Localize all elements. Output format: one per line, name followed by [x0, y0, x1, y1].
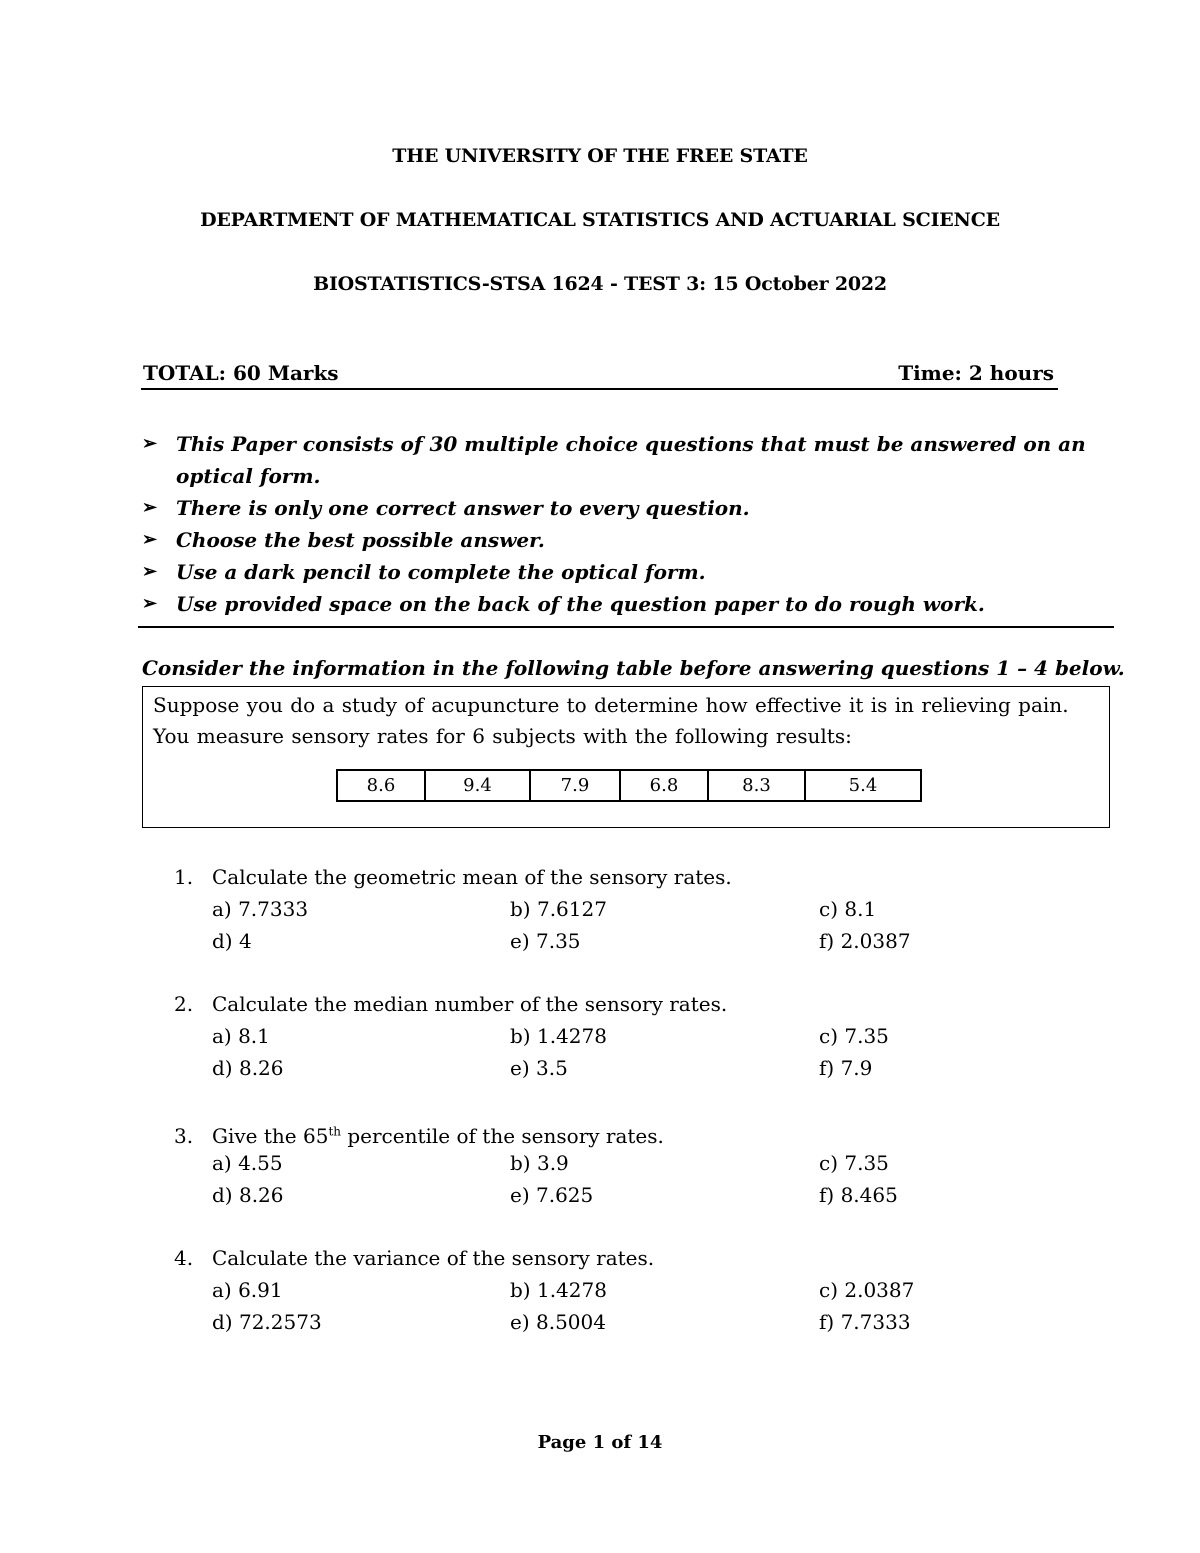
rate-cell: 9.4 [425, 770, 530, 801]
question-number: 2. [174, 992, 194, 1016]
options-grid [212, 1020, 1074, 1084]
instruction-item: ➢ Choose the best possible answer. [138, 524, 1114, 556]
consider-note: Consider the information in the following table before answering questions 1 – 4 below. [142, 656, 1125, 680]
option-a: a) 4.55 [212, 1151, 283, 1175]
info-box [142, 686, 1110, 828]
option-c: c) 2.0387 [819, 1278, 915, 1302]
arrow-bullet-icon: ➢ [142, 529, 158, 550]
option-e: e) 7.625 [510, 1183, 594, 1207]
arrow-bullet-icon: ➢ [142, 593, 158, 614]
options-grid [212, 1274, 1074, 1338]
question-3 [174, 1116, 1074, 1211]
rates-table [336, 769, 922, 802]
option-c: c) 7.35 [819, 1151, 889, 1175]
option-b: b) 1.4278 [510, 1278, 607, 1302]
total-marks: TOTAL: 60 Marks [143, 361, 339, 385]
rate-cell: 5.4 [805, 770, 921, 801]
option-b: b) 3.9 [510, 1151, 569, 1175]
question-number: 4. [174, 1246, 194, 1270]
instructions-list [138, 428, 1114, 628]
rate-cell: 7.9 [530, 770, 620, 801]
option-f: f) 8.465 [819, 1183, 898, 1207]
option-d: d) 8.26 [212, 1056, 284, 1080]
option-d: d) 72.2573 [212, 1310, 322, 1334]
question-stem [174, 862, 1074, 893]
question-text: Give the 65th percentile of the sensory rates. [212, 1123, 664, 1148]
question-stem [174, 989, 1074, 1020]
option-d: d) 4 [212, 929, 252, 953]
instruction-item: ➢ Use provided space on the back of the question paper to do rough work. [138, 588, 1114, 620]
option-b: b) 7.6127 [510, 897, 607, 921]
option-e: e) 7.35 [510, 929, 581, 953]
arrow-bullet-icon: ➢ [142, 497, 158, 518]
question-1 [174, 862, 1074, 957]
option-a: a) 7.7333 [212, 897, 309, 921]
option-f: f) 2.0387 [819, 929, 911, 953]
option-a: a) 8.1 [212, 1024, 270, 1048]
option-d: d) 8.26 [212, 1183, 284, 1207]
instruction-item: ➢ There is only one correct answer to every question. [138, 492, 1114, 524]
option-e: e) 8.5004 [510, 1310, 606, 1334]
question-stem [174, 1116, 1074, 1147]
question-number: 3. [174, 1123, 194, 1148]
page-number: Page 1 of 14 [537, 1432, 663, 1453]
time-allowed: Time: 2 hours [898, 361, 1054, 385]
rate-cell: 8.6 [337, 770, 425, 801]
question-number: 1. [174, 865, 194, 889]
question-stem [174, 1243, 1074, 1274]
option-b: b) 1.4278 [510, 1024, 607, 1048]
options-grid [212, 1147, 1074, 1211]
arrow-bullet-icon: ➢ [142, 561, 158, 582]
option-c: c) 7.35 [819, 1024, 889, 1048]
question-text: Calculate the median number of the sensory rates. [212, 992, 728, 1016]
option-f: f) 7.9 [819, 1056, 873, 1080]
marks-time-row [141, 358, 1058, 390]
options-grid [212, 893, 1074, 957]
option-f: f) 7.7333 [819, 1310, 911, 1334]
rate-cell: 6.8 [620, 770, 708, 801]
department-title: DEPARTMENT OF MATHEMATICAL STATISTICS AND ACTUARIAL SCIENCE [200, 209, 1000, 231]
instruction-item: ➢ Use a dark pencil to complete the optical form. [138, 556, 1114, 588]
option-e: e) 3.5 [510, 1056, 568, 1080]
question-2 [174, 989, 1074, 1084]
arrow-bullet-icon: ➢ [142, 433, 158, 454]
question-text: Calculate the geometric mean of the sensory rates. [212, 865, 732, 889]
university-title: THE UNIVERSITY OF THE FREE STATE [392, 145, 808, 167]
instruction-item: ➢ This Paper consists of 30 multiple choice questions that must be answered on an optical form. [138, 428, 1114, 492]
option-a: a) 6.91 [212, 1278, 283, 1302]
info-text: Suppose you do a study of acupuncture to determine how effective it is in relieving pain. You measure sensory rates for 6 subjects with the following results: [153, 693, 1069, 748]
question-4 [174, 1243, 1074, 1338]
rate-cell: 8.3 [708, 770, 805, 801]
question-text: Calculate the variance of the sensory rates. [212, 1246, 655, 1270]
option-c: c) 8.1 [819, 897, 877, 921]
test-title: BIOSTATISTICS-STSA 1624 - TEST 3: 15 October 2022 [313, 273, 887, 295]
